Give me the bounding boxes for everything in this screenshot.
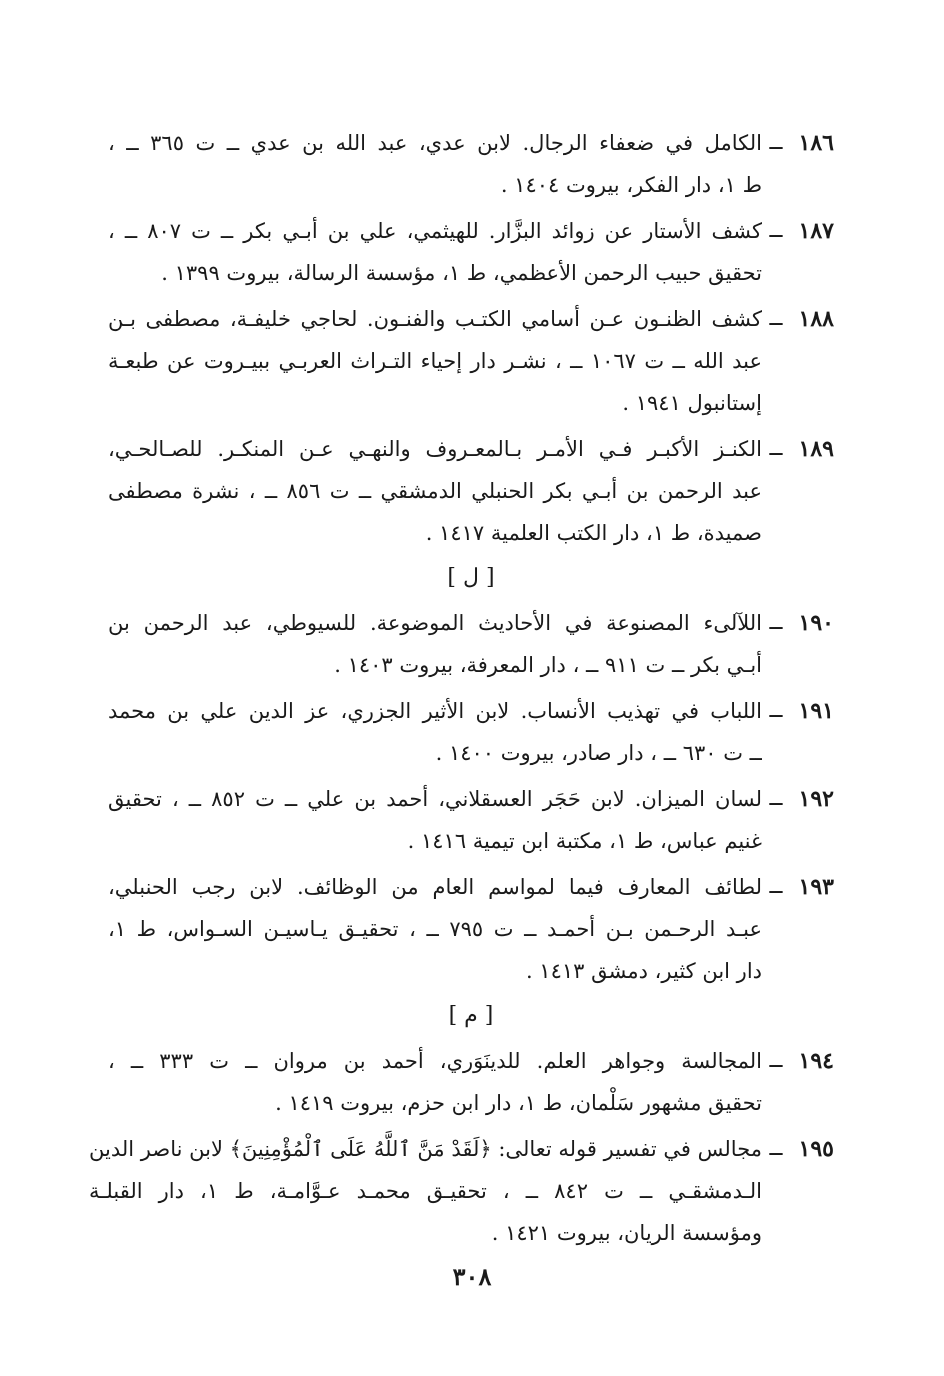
entry-line: عبـد الرحـمن بـن أحمـد ــ ت ٧٩٥ ــ ، تحقيـق يـاسيـن السـواس، ط ١، <box>108 917 762 941</box>
entry-number: ١٨٨ <box>798 306 834 332</box>
bibliography-entry-193 <box>108 866 834 992</box>
entry-text <box>108 298 762 424</box>
entry-line: عبد الرحمن بن أبـي بكر الحنبلي الدمشقي ــ ت ٨٥٦ ــ ، نشرة مصطفى <box>108 479 762 503</box>
bibliography-entry-195 <box>89 1128 834 1254</box>
entry-dash: ــ <box>769 698 783 723</box>
entry-dash: ــ <box>769 786 783 811</box>
entry-number: ١٩٤ <box>798 1048 834 1074</box>
entry-line: لسان الميزان. لابن حَجَر العسقلاني، أحمد بن علي ــ ت ٨٥٢ ــ ، تحقيق <box>108 787 762 811</box>
entry-text <box>108 866 762 992</box>
section-header-lam: [ ل ] <box>447 565 495 590</box>
entry-text <box>108 210 762 294</box>
entry-dash: ــ <box>769 610 783 635</box>
entries-group-kaf <box>108 122 834 554</box>
entry-dash: ــ <box>769 306 783 331</box>
entry-text <box>108 690 762 774</box>
entry-line: تحقيق مشهور سَلْمان، ط ١، دار ابن حزم، بيروت ١٤١٩ . <box>275 1091 762 1115</box>
page-number: ٣٠٨ <box>452 1262 492 1291</box>
entry-line: ــ ت ٦٣٠ ــ ، دار صادر، بيروت ١٤٠٠ . <box>435 741 762 765</box>
entry-line: الـدمشقـي ــ ت ٨٤٢ ــ ، تحقيـق محمـد عـوَّامـة، ط ١، دار القبلـة <box>89 1179 762 1203</box>
entry-dash: ــ <box>769 1048 783 1073</box>
entry-line: أبـي بكر ــ ت ٩١١ ــ ، دار المعرفة، بيروت ١٤٠٣ . <box>334 653 762 677</box>
entry-dash: ــ <box>769 874 783 899</box>
entry-line: كشف الأستار عن زوائد البزَّار. للهيثمي، علي بن أبـي بكر ــ ت ٨٠٧ ــ ، <box>108 219 762 243</box>
entry-number: ١٩٥ <box>798 1136 834 1162</box>
entry-text <box>108 1040 762 1124</box>
bibliography-entry-194 <box>108 1040 834 1124</box>
entry-line: عبد الله ــ ت ١٠٦٧ ــ ، نشـر دار إحياء التـراث العربـي ببيـروت عن طبعـة <box>108 349 762 373</box>
entry-line: تحقيق حبيب الرحمن الأعظمي، ط ١، مؤسسة الرسالة، بيروت ١٣٩٩ . <box>161 261 762 285</box>
entry-text <box>108 428 762 554</box>
entry-line: اللآلىء المصنوعة في الأحاديث الموضوعة. للسيوطي، عبد الرحمن بن <box>108 611 762 635</box>
entry-number: ١٩٣ <box>798 874 834 900</box>
bibliography-entry-192 <box>108 778 834 862</box>
entry-number: ١٨٩ <box>798 436 834 462</box>
bibliography-entry-189 <box>108 428 834 554</box>
entry-line: المجالسة وجواهر العلم. للدينَوَري، أحمد بن مروان ــ ت ٣٣٣ ــ ، <box>108 1049 762 1073</box>
entries-group-mim <box>89 1040 834 1254</box>
entry-line: مجالس في تفسير قوله تعالى: ﴿لَقَدْ مَنَّ ٱللَّهُ عَلَى ٱلْمُؤْمِنِينَ﴾ لابن ناصر الدين <box>89 1137 762 1161</box>
entry-number: ١٨٧ <box>798 218 834 244</box>
entry-line: دار ابن كثير، دمشق ١٤١٣ . <box>525 959 762 983</box>
entry-line: لطائف المعارف فيما لمواسم العام من الوظائف. لابن رجب الحنبلي، <box>108 875 762 899</box>
entry-line: ومؤسسة الريان، بيروت ١٤٢١ . <box>491 1221 762 1245</box>
entry-line: الكنـز الأكبـر فـي الأمـر بـالمعـروف والنهـي عـن المنكـر. للصـالحـي، <box>108 437 762 461</box>
bibliography-entry-188 <box>108 298 834 424</box>
bibliography-entry-190 <box>108 602 834 686</box>
entry-line: الكامل في ضعفاء الرجال. لابن عدي، عبد الله بن عدي ــ ت ٣٦٥ ــ ، <box>108 131 762 155</box>
entry-text <box>108 602 762 686</box>
entry-number: ١٩٢ <box>798 786 834 812</box>
bibliography-entry-191 <box>108 690 834 774</box>
entry-dash: ــ <box>769 130 783 155</box>
entry-line: كشف الظنـون عـن أسامي الكتـب والفنـون. لحاجي خليفـة، مصطفى بـن <box>108 307 762 331</box>
entry-text <box>108 778 762 862</box>
entries-group-lam <box>108 602 834 992</box>
bibliography-entry-186 <box>108 122 834 206</box>
section-header-mim: [ م ] <box>448 1003 494 1028</box>
bibliography-page <box>89 122 834 1258</box>
entry-text <box>89 1128 762 1254</box>
entry-dash: ــ <box>769 436 783 461</box>
entry-number: ١٨٦ <box>798 130 834 156</box>
entry-line: ط ١، دار الفكر، بيروت ١٤٠٤ . <box>500 173 762 197</box>
entry-number: ١٩١ <box>798 698 834 724</box>
entry-dash: ــ <box>769 1136 783 1161</box>
entry-line: إستانبول ١٩٤١ . <box>622 391 762 415</box>
entry-number: ١٩٠ <box>798 610 834 636</box>
entry-line: اللباب في تهذيب الأنساب. لابن الأثير الجزري، عز الدين علي بن محمد <box>108 699 762 723</box>
entry-text <box>108 122 762 206</box>
bibliography-entry-187 <box>108 210 834 294</box>
entry-line: صميدة، ط ١، دار الكتب العلمية ١٤١٧ . <box>425 521 762 545</box>
entry-line: غنيم عباس، ط ١، مكتبة ابن تيمية ١٤١٦ . <box>407 829 762 853</box>
entry-dash: ــ <box>769 218 783 243</box>
